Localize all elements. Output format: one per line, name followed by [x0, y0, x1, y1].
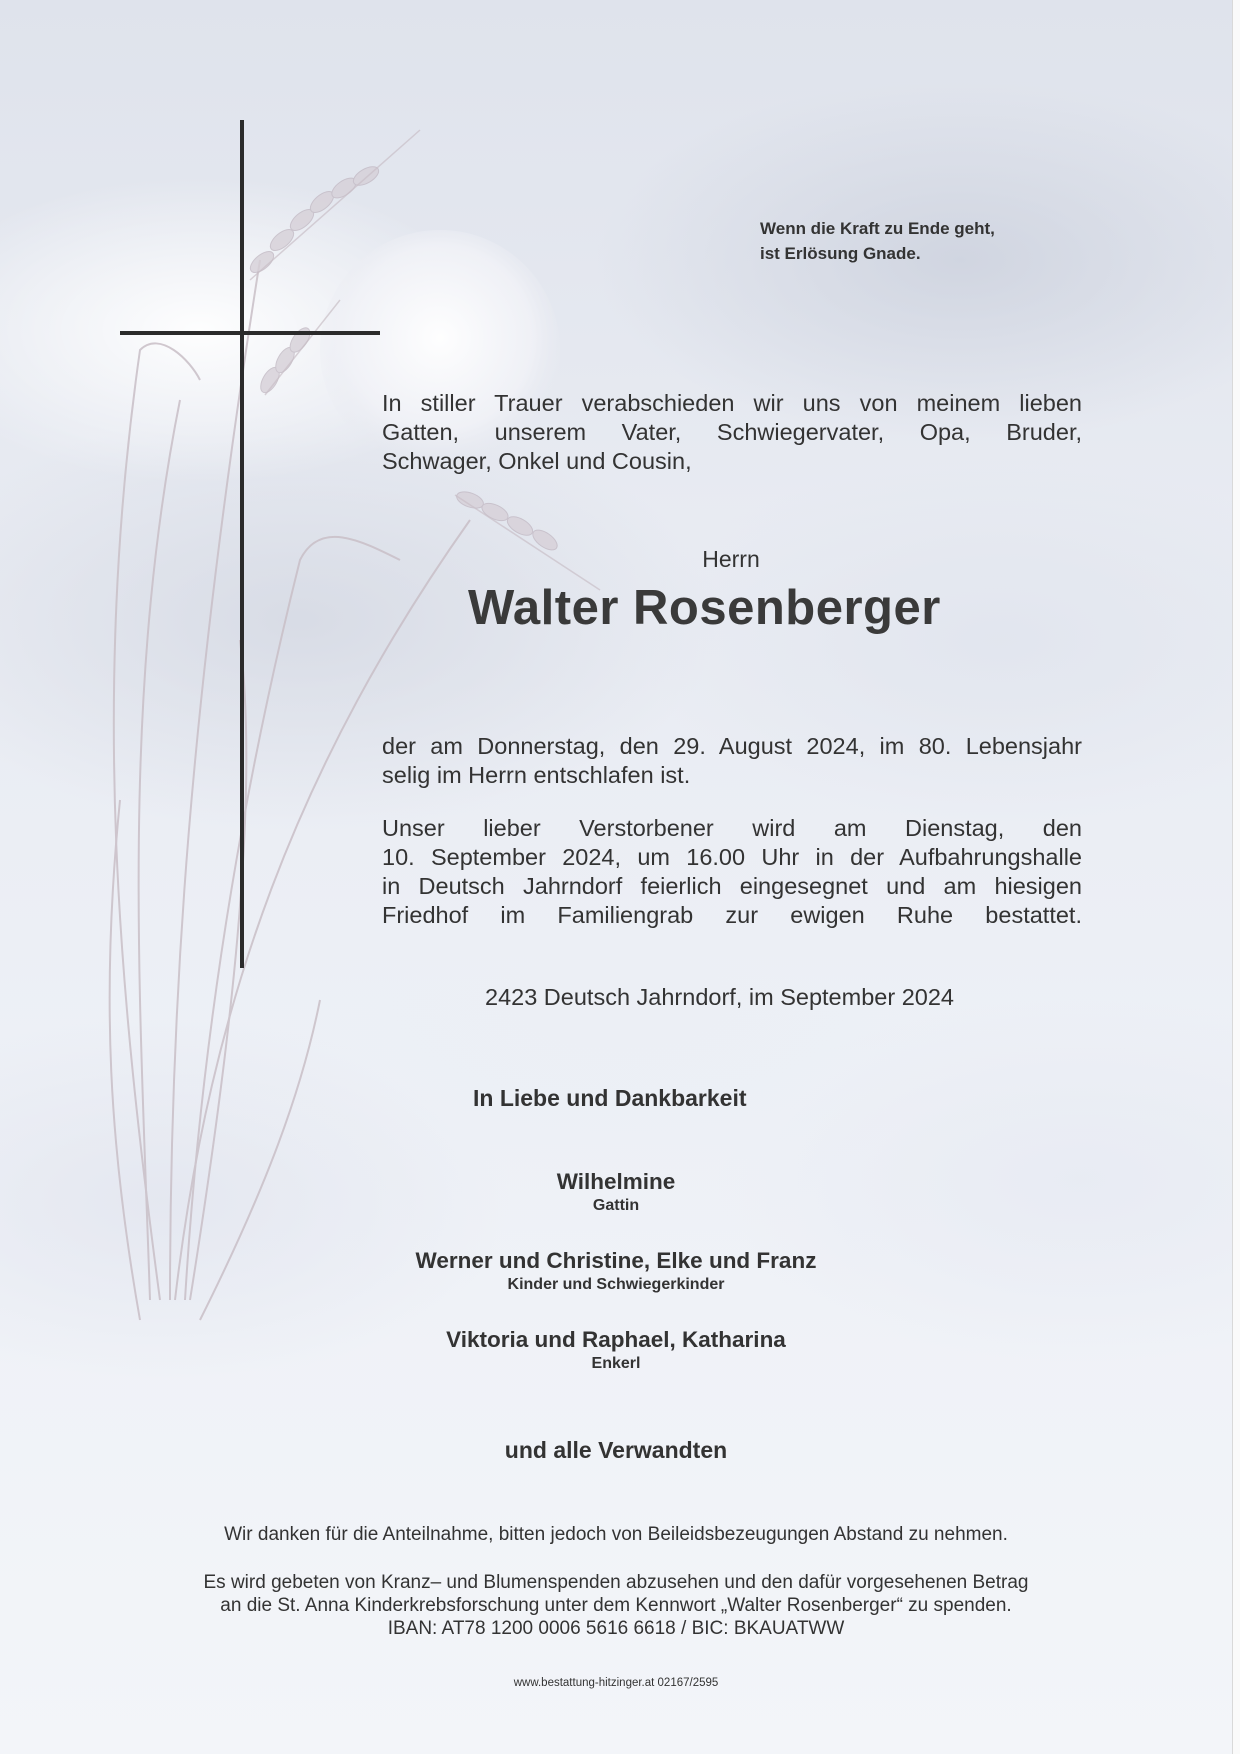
mourner-relation: Kinder und Schwiegerkinder: [507, 1276, 725, 1293]
mourner-entry: [0, 1326, 1232, 1374]
funeral-notice-line: in Deutsch Jahrndorf feierlich eingesegnet und am hiesigen: [382, 873, 1082, 899]
mourner-relation: Enkerl: [591, 1355, 641, 1372]
mourner-names: Werner und Christine, Elke und Franz: [415, 1248, 817, 1273]
funeral-notice: [382, 814, 1082, 930]
intro-paragraph: [382, 389, 1082, 476]
funeral-home-footer: www.bestattung-hitzinger.at 02167/2595: [513, 1677, 719, 1689]
mourner-entry: [0, 1247, 1232, 1295]
relatives-line: und alle Verwandten: [504, 1437, 728, 1463]
death-notice-line: der am Donnerstag, den 29. August 2024, im 80. Lebensjahr: [382, 733, 1082, 759]
deceased-name: Walter Rosenberger: [468, 581, 941, 635]
mourner-relation: Gattin: [592, 1197, 640, 1214]
mourner-entry: [0, 1168, 1232, 1216]
mourner-names: Viktoria und Raphael, Katharina: [446, 1327, 786, 1352]
motto-line: Wenn die Kraft zu Ende geht,: [760, 219, 995, 238]
mourner-names: Wilhelmine: [556, 1169, 676, 1194]
place-and-date: 2423 Deutsch Jahrndorf, im September 2024: [485, 984, 954, 1010]
donation-line: Es wird gebeten von Kranz– und Blumenspenden abzusehen und den dafür vorgesehenen Betrag: [203, 1572, 1029, 1593]
cross-vertical-bar: [240, 120, 244, 968]
intro-line: In stiller Trauer verabschieden wir uns von meinem lieben: [382, 390, 1082, 416]
salutation: Herrn: [702, 546, 760, 572]
donation-line: an die St. Anna Kinderkrebsforschung unter dem Kennwort „Walter Rosenberger“ zu spenden.: [220, 1595, 1012, 1616]
intro-line: Schwager, Onkel und Cousin,: [382, 448, 692, 474]
cross-horizontal-bar: [120, 331, 380, 335]
intro-line: Gatten, unserem Vater, Schwiegervater, Opa, Bruder,: [382, 419, 1082, 445]
death-notice-line: selig im Herrn entschlafen ist.: [382, 762, 691, 788]
funeral-notice-line: Friedhof im Familiengrab zur ewigen Ruhe bestattet.: [382, 902, 1082, 928]
motto-line: ist Erlösung Gnade.: [760, 244, 921, 263]
death-notice: [382, 732, 1082, 790]
funeral-notice-line: Unser lieber Verstorbener wird am Dienstag, den: [382, 815, 1082, 841]
donation-request: [0, 1571, 1232, 1640]
thanks-note: Wir danken für die Anteilnahme, bitten jedoch von Beileidsbezeugungen Abstand zu nehmen.: [224, 1524, 1008, 1545]
closing-phrase: In Liebe und Dankbarkeit: [473, 1085, 747, 1111]
page-edge: [1232, 0, 1240, 1754]
motto-quote: [760, 216, 995, 266]
bank-details: IBAN: AT78 1200 0006 5616 6618 / BIC: BKAUATWW: [387, 1618, 845, 1639]
funeral-notice-line: 10. September 2024, um 16.00 Uhr in der Aufbahrungshalle: [382, 844, 1082, 870]
